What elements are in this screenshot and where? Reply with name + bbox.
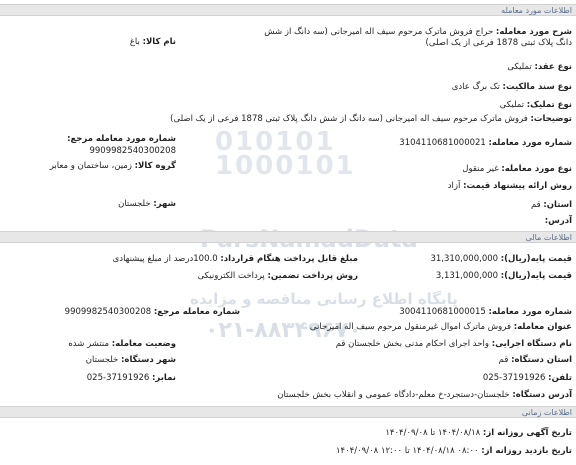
watermark-binary: 010101 1000101 [215, 127, 356, 181]
item-name-value: باغ [129, 37, 140, 47]
item-name [130, 37, 176, 48]
price-method [448, 181, 572, 192]
executor [336, 339, 572, 350]
address [545, 216, 572, 227]
deal-description-label: شرح مورد معامله: [495, 27, 572, 37]
item-type-value: غیر منقول [462, 164, 499, 174]
agency-fax-value: 37191926-025 [86, 373, 150, 383]
agency-ref-number-label: شماره معامله مرجع: [153, 307, 240, 317]
city [118, 199, 176, 210]
payable-amount [113, 254, 358, 265]
deal-status-value: منتشر شده [68, 339, 110, 349]
section-header-time: اطلاعات زمانی [0, 406, 576, 418]
province-value: قم [530, 200, 541, 210]
address-label: آدرس: [544, 216, 572, 226]
deal-description-value: حراج فروش ماترک مرحوم سیف اله امیرجانی (سه دانگ از شش دانگ پلاک ثبتی 1878 فرعی از یک اصلی) [264, 27, 572, 48]
ref-number-value: 9909982540300208 [89, 146, 176, 156]
deal-status-label: وضعیت معامله: [111, 339, 176, 349]
publish-date-value: ۱۴۰۴/۰۸/۱۸ تا ۱۴۰۴/۰۹/۰۸ [385, 428, 481, 438]
item-type-label: نوع مورد معامله: [501, 164, 572, 174]
guarantee-price-label: قیمت پایه(ریال): [500, 271, 572, 281]
publish-date-label: تاریخ آگهی روزانه از: [482, 428, 572, 438]
visit-date-value: ۰۸:۰۰ ۱۴۰۴/۰۸/۱۸ تا ۱۲:۰۰ ۱۴۰۴/۰۹/۰۸ [335, 446, 479, 456]
doc-type-label: نوع سند مالکیت: [502, 82, 572, 92]
deal-title [310, 322, 572, 333]
visit-date [336, 446, 572, 457]
base-price-value: 31,310,000,000 [430, 254, 499, 264]
city-label: شهر: [153, 199, 176, 209]
agency-phone [483, 373, 572, 384]
doc-type-value: تک برگ عادی [451, 82, 500, 92]
agency-ref-number [65, 307, 240, 318]
visit-date-label: تاریخ بازدید روزانه از: [481, 446, 572, 456]
base-price-label: قیمت پایه(ریال): [500, 254, 572, 264]
guarantee-price-value: 3,131,000,000 [435, 271, 499, 281]
agency-deal-number [399, 307, 572, 318]
explanations-label: توضیحات: [530, 114, 572, 124]
agency-city-label: شهر دستگاه: [121, 355, 176, 365]
guarantee-method-value: پرداخت الکترونیکی [197, 271, 265, 281]
agency-address-label: آدرس دستگاه: [512, 390, 572, 400]
agency-province-label: استان دستگاه: [511, 355, 572, 365]
deal-number [399, 138, 572, 149]
agency-fax [87, 373, 176, 384]
city-value: خلجستان [118, 199, 151, 209]
province [531, 200, 572, 211]
item-type [462, 164, 572, 175]
agency-phone-label: تلفن: [548, 373, 572, 383]
ref-number-value-row [89, 146, 176, 157]
watermark-phone: ۰۲۱-۸۸۳۴۹۶۷۰ [205, 318, 362, 343]
executor-label: نام دستگاه اجرایی: [491, 339, 572, 349]
item-name-label: نام کالا: [142, 37, 176, 47]
payable-amount-label: مبلغ قابل پرداخت هنگام قرارداد: [220, 254, 358, 264]
price-method-value: آزاد [447, 181, 461, 191]
ref-number [67, 134, 176, 145]
deal-description [252, 27, 572, 49]
deal-type-value: تملیکی [507, 62, 532, 72]
watermark-tagline: پایگاه اطلاع رسانی مناقصه و مزایده [190, 290, 458, 308]
publish-date [385, 428, 572, 439]
agency-fax-label: نمابر: [152, 373, 176, 383]
deal-type-label: نوع عقد: [534, 62, 572, 72]
ownership-type-label: نوع تملیک: [526, 100, 572, 110]
deal-number-value: 3104110681000021 [399, 138, 486, 148]
agency-deal-number-label: شماره مورد معامله: [488, 307, 572, 317]
doc-type [452, 82, 572, 93]
agency-city-value: خلجستان [85, 355, 119, 365]
payable-amount-value: 100.0درصد از مبلغ پیشنهادی [112, 254, 218, 264]
ownership-type [500, 100, 572, 111]
ownership-type-value: تملیکی [499, 100, 525, 110]
agency-province-value: قم [498, 355, 509, 365]
price-method-label: روش ارائه پیشنهاد قیمت: [463, 181, 572, 191]
guarantee-price [436, 271, 572, 282]
deal-type [507, 62, 572, 73]
guarantee-method [198, 271, 358, 282]
agency-province [499, 355, 572, 366]
agency-phone-value: 37191926-025 [482, 373, 546, 383]
guarantee-method-label: روش پرداخت تضمین: [267, 271, 358, 281]
agency-city [86, 355, 176, 366]
goods-group [50, 161, 176, 172]
goods-group-value: زمین، ساختمان و معابر [49, 161, 132, 171]
ref-number-label: شماره مورد معامله مرجع: [67, 134, 176, 144]
agency-address [277, 390, 572, 401]
section-header-financial: اطلاعات مالی [0, 231, 576, 243]
explanations-value: فروش ماترک مرحوم سیف اله امیرجانی (سه دانگ از شش دانگ پلاک ثبتی 1878 فرعی از یک اصلی) [170, 114, 528, 124]
deal-status [68, 339, 176, 350]
executor-value: واحد اجرای احکام مدنی بخش خلجستان قم [335, 339, 489, 349]
section-header-deal-info: اطلاعات مورد معامله [0, 4, 576, 16]
explanations [170, 114, 572, 125]
deal-title-label: عنوان معامله: [513, 322, 572, 332]
agency-deal-number-value: 3004110681000015 [399, 307, 486, 317]
deal-title-value: فروش ماترک اموال غیرمنقول مرحوم سیف اله امیرجانی [309, 322, 512, 332]
deal-number-label: شماره مورد معامله: [488, 138, 572, 148]
agency-ref-number-value: 9909982540300208 [64, 307, 152, 317]
province-label: استان: [543, 200, 572, 210]
agency-address-value: خلجستان-دستجرد-خ معلم-دادگاه عمومی و انقلاب بخش خلجستان [277, 390, 510, 400]
goods-group-label: گروه کالا: [134, 161, 176, 171]
base-price [430, 254, 572, 265]
